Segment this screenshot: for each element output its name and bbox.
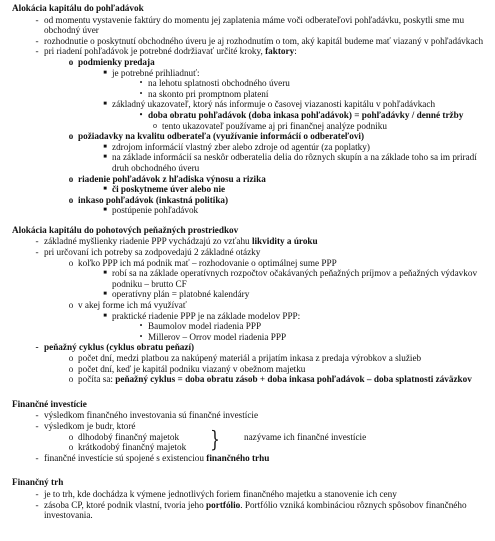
list-item: o v akej forme ich má využívať: [68, 300, 187, 311]
list-item: o krátkodobý finančný majetok: [68, 442, 187, 453]
list-item: ■ postúpenie pohľadávok: [103, 205, 199, 216]
list-item: o počet dní, keď je kapitál podniku viazaný v obežnom majetku: [68, 363, 306, 374]
list-item: - pri určovaní ich potreby sa zodpovedajú 2 základné otázky: [35, 247, 261, 258]
list-item: - rozhodnutie o poskytnutí obchodného úveru je aj rozhodnutím o tom, aký kapitál budeme mať viazaný v pohľadávkach: [35, 35, 484, 46]
brace-note: nazývame ich finančné investície: [244, 431, 367, 442]
list-item: ■ či poskytneme úver alebo nie: [103, 184, 226, 195]
list-item: - pri riadení pohľadávok je potrebné dodržiavať určité kroky, faktory:: [35, 46, 297, 57]
heading-cash: Alokácia kapitálu do pohotových peňažných prostriedkov: [12, 224, 239, 235]
list-item: - je to trh, kde dochádza k výmene jednotlivých foriem finančného majetku a stanovenie ich ceny: [35, 488, 397, 499]
list-item: • Baumolov model riadenia PPP: [139, 321, 262, 332]
list-item: o inkaso pohľadávok (inkastná politika): [68, 194, 229, 205]
list-item: ■ základný ukazovateľ, ktorý nás informuje o časovej viazanosti kapitálu v pohľadávkach: [103, 99, 436, 110]
brace-icon: }: [210, 427, 220, 453]
list-item: o požiadavky na kvalitu odberateľa (využívanie informácií o odberateľovi): [68, 131, 365, 142]
list-item: ■ na základe informácií sa neskôr odberatelia delia do rôznych skupín a na základe toho sa im priradí druh obchodného úveru: [103, 152, 477, 173]
list-item: - výsledkom finančného investovania sú finančné investície: [35, 410, 259, 421]
list-item: ■ zdrojom informácií vlastný zber alebo zdroje od agentúr (za poplatky): [103, 141, 370, 152]
section-market: [12, 477, 491, 520]
section-cash: [12, 225, 491, 385]
list-item: - výsledkom je budr, ktoré: [35, 420, 136, 431]
heading-receivables: Alokácia kapitálu do pohľadávok: [12, 3, 144, 13]
list-item: - peňažný cyklus (cyklus obratu peňazí): [35, 342, 195, 353]
list-item: - finančné investície sú spojené s existenciou finančného trhu: [35, 452, 270, 463]
heading-investments: Finančné investície: [12, 398, 87, 409]
list-item: • Millerov – Orrov model riadenia PPP: [139, 331, 287, 342]
brace-group: [12, 427, 491, 453]
heading-market: Finančný trh: [12, 477, 64, 488]
list-item: - od momentu vystavenie faktúry do momentu jej zaplatenia máme voči odberateľovi pohľadávku, poskytli sme mu obchodný úver: [35, 14, 465, 36]
list-item: • na skonto pri promptnom platení: [139, 88, 269, 99]
list-item: • na lehotu splatnosti obchodného úveru: [139, 78, 290, 89]
list-item: o koľko PPP ich má podnik mať – rozhodovanie o optimálnej sume PPP: [68, 257, 337, 268]
list-item: o podmienky predaja: [68, 56, 155, 67]
list-item: o počíta sa: peňažný cyklus = doba obratu zásob + doba inkasa pohľadávok – doba splatnosti záväzkov: [68, 374, 472, 385]
list-item: ■ operatívny plán = platobné kalendáry: [103, 289, 250, 300]
list-item: • doba obratu pohľadávok (doba inkasa pohľadávok) = pohľadávky / denné tržby: [139, 109, 464, 120]
section-investments: [12, 399, 491, 464]
list-item: o dlhodobý finančný majetok: [68, 431, 180, 442]
list-item: o počet dní, medzi platbou za nakúpený materiál a prijatím inkasa z predaja výrobkov a služieb: [68, 353, 422, 363]
list-item: - zásoba CP, ktoré podnik vlastní, tvoria jeho portfólio. Portfólio vzniká kombináciou rôznych spôsobov finančného investovania.: [35, 499, 467, 521]
list-item: - základné myšlienky riadenie PPP vychádzajú zo vzťahu likvidity a úroku: [35, 236, 318, 247]
list-item: ■ robí sa na základe operatívnych rozpočtov očakávaných peňažných príjmov a peňažných výdavkov podniku – brutto CF: [103, 268, 478, 289]
list-item: ■ praktické riadenie PPP je na základe modelov PPP:: [103, 310, 301, 321]
list-item: o riadenie pohľadávok z hľadiska výnosu a rizika: [68, 173, 266, 184]
list-item: ■ je potrebné prihliadnuť:: [103, 67, 200, 78]
list-item: o tento ukazovateľ používame aj pri finančnej analýze podniku: [153, 120, 387, 131]
section-receivables: [12, 3, 491, 216]
